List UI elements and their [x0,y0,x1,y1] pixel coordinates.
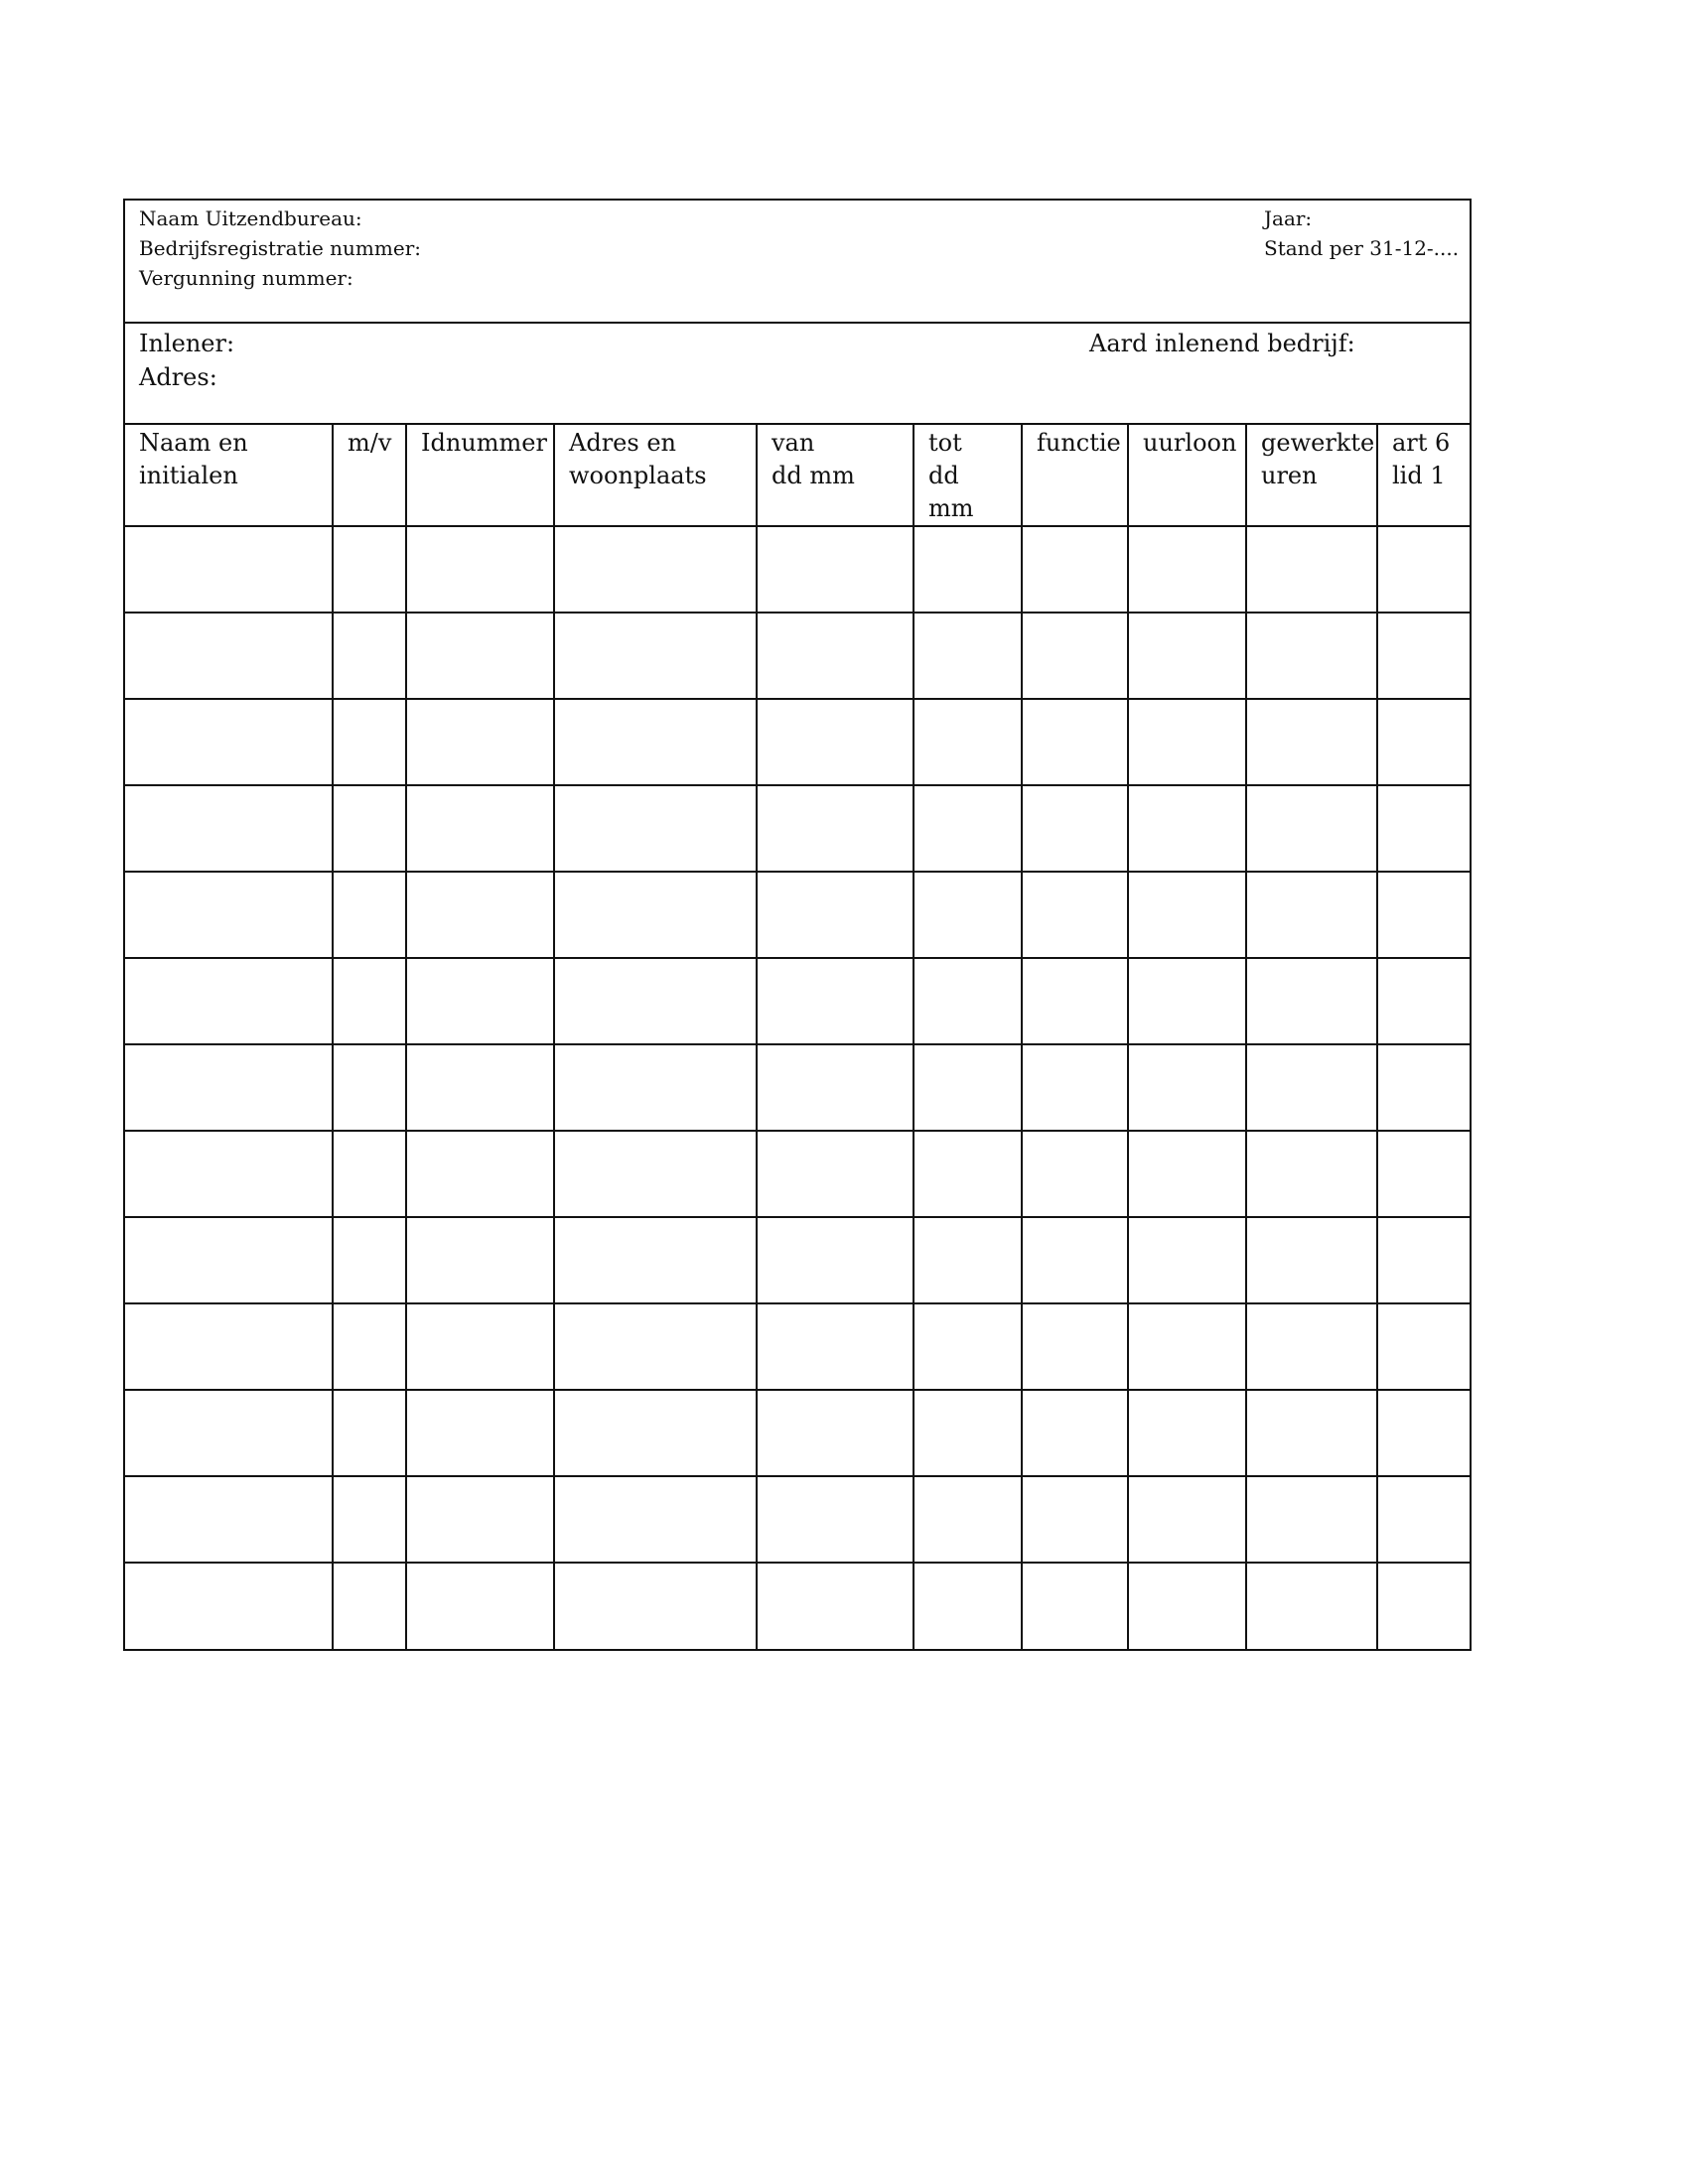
column-header: Naam en initialen [139,429,248,489]
table-cell[interactable] [406,1303,554,1390]
table-cell[interactable] [125,1303,333,1390]
table-cell[interactable] [1246,958,1377,1044]
table-cell[interactable] [406,785,554,872]
table-cell[interactable] [554,872,757,958]
table-cell[interactable] [554,1131,757,1217]
table-cell[interactable] [1128,785,1246,872]
table-cell[interactable] [1377,1217,1472,1303]
table-cell[interactable] [1022,1476,1128,1563]
table-cell[interactable] [757,1044,914,1131]
table-cell[interactable] [757,1131,914,1217]
table-cell[interactable] [1128,613,1246,699]
table-cell[interactable] [914,785,1022,872]
table-cell[interactable] [406,958,554,1044]
table-cell[interactable] [1022,526,1128,613]
table-cell[interactable] [406,872,554,958]
table-cell[interactable] [125,785,333,872]
hirer-business-field [1089,327,1355,360]
table-cell[interactable] [333,1390,406,1476]
table-cell[interactable] [406,1131,554,1217]
table-cell[interactable] [1246,1390,1377,1476]
table-cell[interactable] [757,699,914,785]
table-cell[interactable] [554,1390,757,1476]
table-cell[interactable] [125,1563,333,1649]
table-cell[interactable] [554,1217,757,1303]
table-cell[interactable] [554,1476,757,1563]
table-cell[interactable] [125,699,333,785]
table-cell[interactable] [914,1303,1022,1390]
worker-table [125,425,1472,1649]
table-row [125,699,1472,785]
table-cell[interactable] [1022,613,1128,699]
table-cell[interactable] [914,526,1022,613]
table-cell[interactable] [1246,1217,1377,1303]
table-row [125,1303,1472,1390]
table-cell[interactable] [1246,872,1377,958]
table-cell[interactable] [554,699,757,785]
hirer-label: Inlener: [139,330,235,357]
table-cell[interactable] [1246,613,1377,699]
table-cell[interactable] [914,1044,1022,1131]
table-cell[interactable] [914,1390,1022,1476]
table-cell[interactable] [554,1303,757,1390]
table-cell[interactable] [757,872,914,958]
table-cell[interactable] [1022,1131,1128,1217]
table-cell[interactable] [406,526,554,613]
table-cell[interactable] [757,1390,914,1476]
table-cell[interactable] [1246,1476,1377,1563]
table-cell[interactable] [914,1217,1022,1303]
column-header: Adres en woonplaats [554,425,757,526]
table-cell[interactable] [125,872,333,958]
table-cell[interactable] [554,526,757,613]
table-cell[interactable] [1022,699,1128,785]
table-row [125,958,1472,1044]
table-cell[interactable] [1246,526,1377,613]
table-cell[interactable] [333,1476,406,1563]
table-cell[interactable] [406,1390,554,1476]
table-cell[interactable] [1246,785,1377,872]
table-cell[interactable] [1377,872,1472,958]
table-row [125,872,1472,958]
table-cell[interactable] [914,1563,1022,1649]
column-header: functie [1022,425,1128,526]
table-cell[interactable] [1022,958,1128,1044]
table-cell[interactable] [1022,1217,1128,1303]
table-cell[interactable] [125,1390,333,1476]
agency-license-label: Vergunning nummer: [139,266,353,290]
table-cell[interactable] [554,1044,757,1131]
column-header: uurloon [1128,425,1246,526]
table-cell[interactable] [333,1217,406,1303]
table-cell[interactable] [1128,1563,1246,1649]
table-cell[interactable] [1128,1044,1246,1131]
hirer-fields [139,327,234,394]
table-cell[interactable] [757,1303,914,1390]
column-header: Idnummer [406,425,554,526]
hirer-address-label: Adres: [139,363,217,391]
table-cell[interactable] [757,958,914,1044]
agency-period-fields [1264,204,1459,263]
table-cell[interactable] [757,785,914,872]
table-cell[interactable] [1128,526,1246,613]
table-cell[interactable] [333,526,406,613]
column-header: m/v [333,425,406,526]
table-cell[interactable] [914,872,1022,958]
table-cell[interactable] [1246,1044,1377,1131]
table-cell[interactable] [1246,1303,1377,1390]
table-cell[interactable] [914,613,1022,699]
table-cell[interactable] [1377,1303,1472,1390]
table-cell[interactable] [125,958,333,1044]
table-cell[interactable] [406,1476,554,1563]
table-cell[interactable] [333,958,406,1044]
table-cell[interactable] [1377,699,1472,785]
table-cell[interactable] [1128,958,1246,1044]
table-cell[interactable] [554,958,757,1044]
table-cell[interactable] [125,1044,333,1131]
table-cell[interactable] [333,872,406,958]
table-row [125,526,1472,613]
table-cell[interactable] [1377,1044,1472,1131]
table-cell[interactable] [1377,1131,1472,1217]
table-row [125,1563,1472,1649]
table-cell[interactable] [1128,1476,1246,1563]
column-header: gewerkte uren [1246,425,1377,526]
table-cell[interactable] [1377,1476,1472,1563]
table-cell[interactable] [406,1044,554,1131]
table-cell[interactable] [125,1217,333,1303]
table-cell[interactable] [1246,1131,1377,1217]
table-cell[interactable] [125,1131,333,1217]
table-cell[interactable] [1377,785,1472,872]
table-cell[interactable] [406,613,554,699]
table-cell[interactable] [125,526,333,613]
table-cell[interactable] [1128,1390,1246,1476]
table-cell[interactable] [914,1131,1022,1217]
table-body [125,526,1472,1649]
table-row [125,785,1472,872]
table-cell[interactable] [333,1044,406,1131]
table-cell[interactable] [125,1476,333,1563]
agency-fields [139,204,421,293]
table-cell[interactable] [1128,1303,1246,1390]
table-cell[interactable] [914,1476,1022,1563]
table-cell[interactable] [1128,1131,1246,1217]
table-cell[interactable] [333,699,406,785]
table-cell[interactable] [757,526,914,613]
table-row [125,1217,1472,1303]
table-row [125,1131,1472,1217]
table-cell[interactable] [333,785,406,872]
table-cell[interactable] [914,958,1022,1044]
registration-form [123,199,1472,1651]
table-cell[interactable] [554,613,757,699]
table-cell[interactable] [1128,699,1246,785]
hirer-section [125,324,1470,425]
table-cell[interactable] [333,1563,406,1649]
table-cell[interactable] [406,1563,554,1649]
table-cell[interactable] [1128,872,1246,958]
table-cell[interactable] [125,613,333,699]
table-cell[interactable] [333,613,406,699]
column-header: art 6 lid 1 [1377,425,1472,526]
table-cell[interactable] [1246,699,1377,785]
table-cell[interactable] [1128,1217,1246,1303]
table-cell[interactable] [1377,1563,1472,1649]
year-label: Jaar: [1264,206,1313,230]
table-cell[interactable] [1377,958,1472,1044]
table-cell[interactable] [1377,613,1472,699]
table-cell[interactable] [1022,1044,1128,1131]
table-cell[interactable] [1022,1563,1128,1649]
table-cell[interactable] [333,1303,406,1390]
table-cell[interactable] [914,699,1022,785]
table-cell[interactable] [757,613,914,699]
table-cell[interactable] [1246,1563,1377,1649]
table-cell[interactable] [554,1563,757,1649]
table-cell[interactable] [1022,1303,1128,1390]
column-header: van dd mm [757,425,914,526]
table-row [125,613,1472,699]
table-cell[interactable] [1022,872,1128,958]
table-cell[interactable] [757,1217,914,1303]
agency-registration-label: Bedrijfsregistratie nummer: [139,236,421,260]
table-row [125,1390,1472,1476]
business-type-label: Aard inlenend bedrijf: [1089,330,1355,357]
status-date-label: Stand per 31-12-.... [1264,236,1460,260]
table-cell[interactable] [1022,785,1128,872]
column-header: tot dd mm [914,425,1022,526]
table-cell[interactable] [757,1476,914,1563]
table-row [125,1044,1472,1131]
table-header-row [125,425,1472,526]
agency-name-label: Naam Uitzendbureau: [139,206,362,230]
table-row [125,1476,1472,1563]
table-cell[interactable] [406,1217,554,1303]
table-cell[interactable] [333,1131,406,1217]
table-cell[interactable] [757,1563,914,1649]
table-cell[interactable] [406,699,554,785]
agency-section [125,201,1470,324]
table-cell[interactable] [1377,1390,1472,1476]
table-cell[interactable] [1022,1390,1128,1476]
table-cell[interactable] [1377,526,1472,613]
table-cell[interactable] [554,785,757,872]
